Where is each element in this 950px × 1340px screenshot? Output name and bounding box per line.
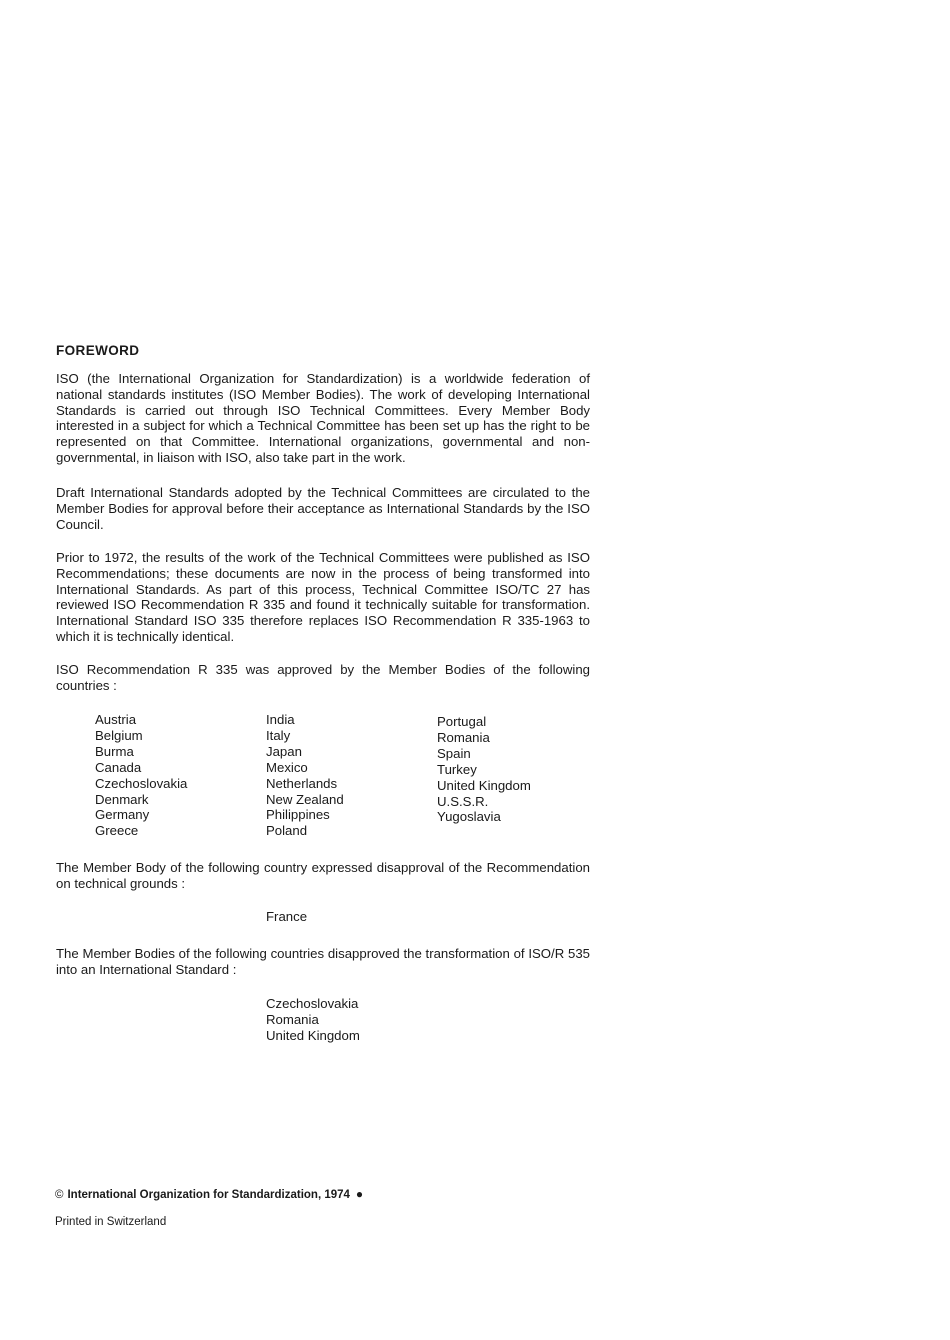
country-list-item: Greece	[95, 823, 139, 839]
disapproving-recommendation-list	[266, 909, 307, 925]
foreword-paragraph-disapproval-recommendation: The Member Body of the following country expressed disapproval of the Recommendation on technical grounds :	[56, 860, 590, 891]
foreword-paragraph-disapproval-transformation: The Member Bodies of the following countries disapproved the transformation of ISO/R 535 into an International Standard :	[56, 946, 590, 977]
country-list-item: Portugal	[437, 714, 487, 729]
approving-countries-column-2	[266, 712, 344, 839]
country-list-item: Yugoslavia	[437, 809, 501, 825]
country-list-item: Austria	[95, 712, 137, 727]
country-list-item: Netherlands	[266, 775, 338, 791]
country-list-item: Spain	[437, 745, 471, 761]
country-list-item: Burma	[95, 743, 134, 759]
country-list-item: Belgium	[95, 727, 143, 743]
country-list-item: Poland	[266, 823, 308, 839]
foreword-paragraph-iso-intro: ISO (the International Organization for Standardization) is a worldwide federation of national standards institutes (ISO Member Bodies). The work of developing International Standards is carried out through ISO Technical Committees. Every Member Body interested in a subject for which a Technical Committee has been set up has the right to be represented on that Committee. International organizations, governmental and non-governmental, in liaison with ISO, also take part in the work.	[56, 371, 590, 465]
country-list-item: Mexico	[266, 759, 308, 775]
country-list-item: France	[266, 909, 308, 924]
disapproving-transformation-list	[266, 996, 360, 1043]
printed-location: Printed in Switzerland	[55, 1216, 167, 1228]
copyright-symbol: ©	[55, 1189, 64, 1201]
foreword-paragraph-history: Prior to 1972, the results of the work of the Technical Committees were published as ISO Recommendations; these documents are now in the process of being transformed into International Standards. As part of this process, Technical Committee ISO/TC 27 has reviewed ISO Recommendation R 335 and found it technically suitable for transformation. International Standard ISO 335 therefore replaces ISO Recommendation R 335-1963 to which it is technically identical.	[56, 550, 590, 644]
copyright-notice	[55, 1187, 363, 1201]
country-list-item: Czechoslovakia	[95, 775, 188, 791]
approving-countries-column-3	[437, 714, 531, 825]
country-list-item: Italy	[266, 727, 291, 743]
bullet-icon: ●	[355, 1187, 364, 1201]
country-list-item: New Zealand	[266, 791, 344, 807]
copyright-text: International Organization for Standardization, 1974	[67, 1189, 350, 1201]
foreword-paragraph-approval-intro: ISO Recommendation R 335 was approved by the Member Bodies of the following countries :	[56, 662, 590, 693]
country-list-item: Romania	[437, 729, 490, 745]
country-list-item: Denmark	[95, 791, 149, 807]
approving-countries-column-1	[95, 712, 187, 839]
country-list-item: Germany	[95, 807, 150, 823]
foreword-heading: FOREWORD	[56, 343, 140, 358]
country-list-item: United Kingdom	[437, 777, 531, 793]
country-list-item: Romania	[266, 1011, 319, 1027]
country-list-item: Philippines	[266, 807, 330, 823]
country-list-item: Czechoslovakia	[266, 996, 359, 1011]
country-list-item: United Kingdom	[266, 1027, 360, 1043]
country-list-item: U.S.S.R.	[437, 793, 489, 809]
country-list-item: Turkey	[437, 761, 477, 777]
country-list-item: India	[266, 712, 295, 727]
country-list-item: Japan	[266, 743, 302, 759]
country-list-item: Canada	[95, 759, 142, 775]
foreword-paragraph-draft-standards: Draft International Standards adopted by the Technical Committees are circulated to the Member Bodies for approval before their acceptance as International Standards by the ISO Council.	[56, 485, 590, 532]
